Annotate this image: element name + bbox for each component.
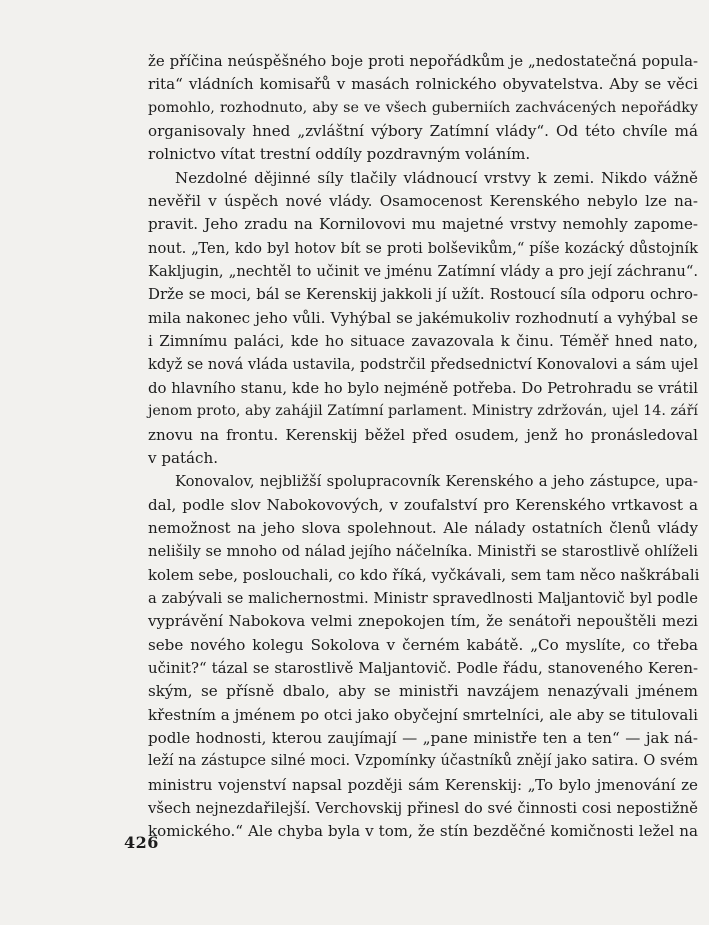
text-line: ským, se přísně dbalo, aby se ministři navzájem nenazývali jménem (148, 682, 698, 701)
text-line: učinit?“ tázal se starostlivě Maljantovič. Podle řádu, stanoveného Keren- (148, 658, 698, 677)
text-line: pomohlo, rozhodnuto, aby se ve všech guberniích zachvácených nepořádky (148, 99, 698, 116)
text-line: sebe nového kolegu Sokolova v černém kabátě. „Co myslíte, co třeba (148, 635, 698, 654)
text-line: v patách. (148, 448, 219, 467)
text-line: do hlavního stanu, kde ho bylo nejméně potřeba. Do Petrohradu se vrátil (148, 378, 698, 397)
text-line: nevěřil v úspěch nové vlády. Osamocenost Kerenského nebylo lze na- (148, 192, 698, 211)
text-line: leží na zástupce silné moci. Vzpomínky účastníků znějí jako satira. O svém (148, 753, 698, 770)
text-line: nemožnost na jeho slova spolehnout. Ale nálady ostatních členů vlády (148, 518, 698, 537)
page-number: 426 (124, 833, 159, 852)
text-line: rita“ vládních komisařů v masách rolnického obyvatelstva. Aby se věci (148, 75, 698, 94)
text-line: Drže se moci, bál se Kerenskij jakkoli jí užít. Rostoucí síla odporu ochro- (148, 285, 698, 304)
text-line: podle hodnosti, kterou zaujímají — „pane ministře ten a ten“ — jak ná- (148, 728, 698, 747)
text-line: znovu na frontu. Kerenskij běžel před osudem, jenž ho pronásledoval (148, 425, 698, 444)
text-line: nelišily se mnoho od nálad jejího náčelníka. Ministři se starostlivě ohlíželi (148, 543, 698, 561)
text-line: všech nejnezdařilejší. Verchovskij přinesl do své činnosti cosi nepostižně (148, 799, 698, 817)
text-line: když se nová vláda ustavila, podstrčil předsednictví Konovalovi a sám ujel (148, 356, 699, 374)
text-line: organisovaly hned „zvláštní výbory Zatímní vlády“. Od této chvíle má (148, 122, 698, 141)
text-line: jenom proto, aby zahájil Zatímní parlament. Ministry zdržován, ujel 14. září (148, 403, 698, 420)
text-line: Nezdolné dějinné síly tlačily vládnoucí vrstvy k zemi. Nikdo vážně (175, 168, 698, 187)
text-line: ministru vojenství napsal později sám Kerenskij: „To bylo jmenování ze (148, 775, 698, 794)
text-line: křestním a jménem po otci jako obyčejní smrtelníci, ale aby se titulovali (148, 705, 698, 724)
text-line: Kakljugin, „nechtěl to učinit ve jménu Zatímní vlády a pro její záchranu“. (148, 263, 698, 281)
text-line: Konovalov, nejbližší spolupracovník Kerenského a jeho zástupce, upa- (175, 473, 698, 491)
text-line: kolem sebe, poslouchali, co kdo říká, vyčkávali, sem tam něco naškrábali (148, 565, 700, 584)
body-text (148, 50, 698, 844)
text-line: komického.“ Ale chyba byla v tom, že stín bezděčné komičnosti ležel na (148, 822, 698, 841)
text-line: dal, podle slov Nabokovových, v zoufalství pro Kerenského vrtkavost a (148, 495, 698, 514)
text-line: mila nakonec jeho vůli. Vyhýbal se jakémukoliv rozhodnutí a vyhýbal se (148, 308, 698, 327)
text-line: že příčina neúspěšného boje proti nepořádkům je „nedostatečná popula- (148, 52, 698, 70)
text-line: pravit. Jeho zradu na Kornilovovi mu majetné vrstvy nemohly zapome- (148, 215, 698, 234)
text-line: rolnictvo vítat trestní oddíly pozdravným voláním. (148, 145, 531, 164)
text-line: i Zimnímu paláci, kde ho situace zavazovala k činu. Téměř hned nato, (148, 332, 698, 351)
text-line: nout. „Ten, kdo byl hotov bít se proti bolševikům,“ píše kozácký důstojník (148, 239, 698, 257)
text-line: vyprávění Nabokova velmi znepokojen tím, že senátoři nepouštěli mezi (148, 612, 698, 631)
text-line: a zabývali se malichernostmi. Ministr spravedlnosti Maljantovič byl podle (148, 589, 698, 607)
